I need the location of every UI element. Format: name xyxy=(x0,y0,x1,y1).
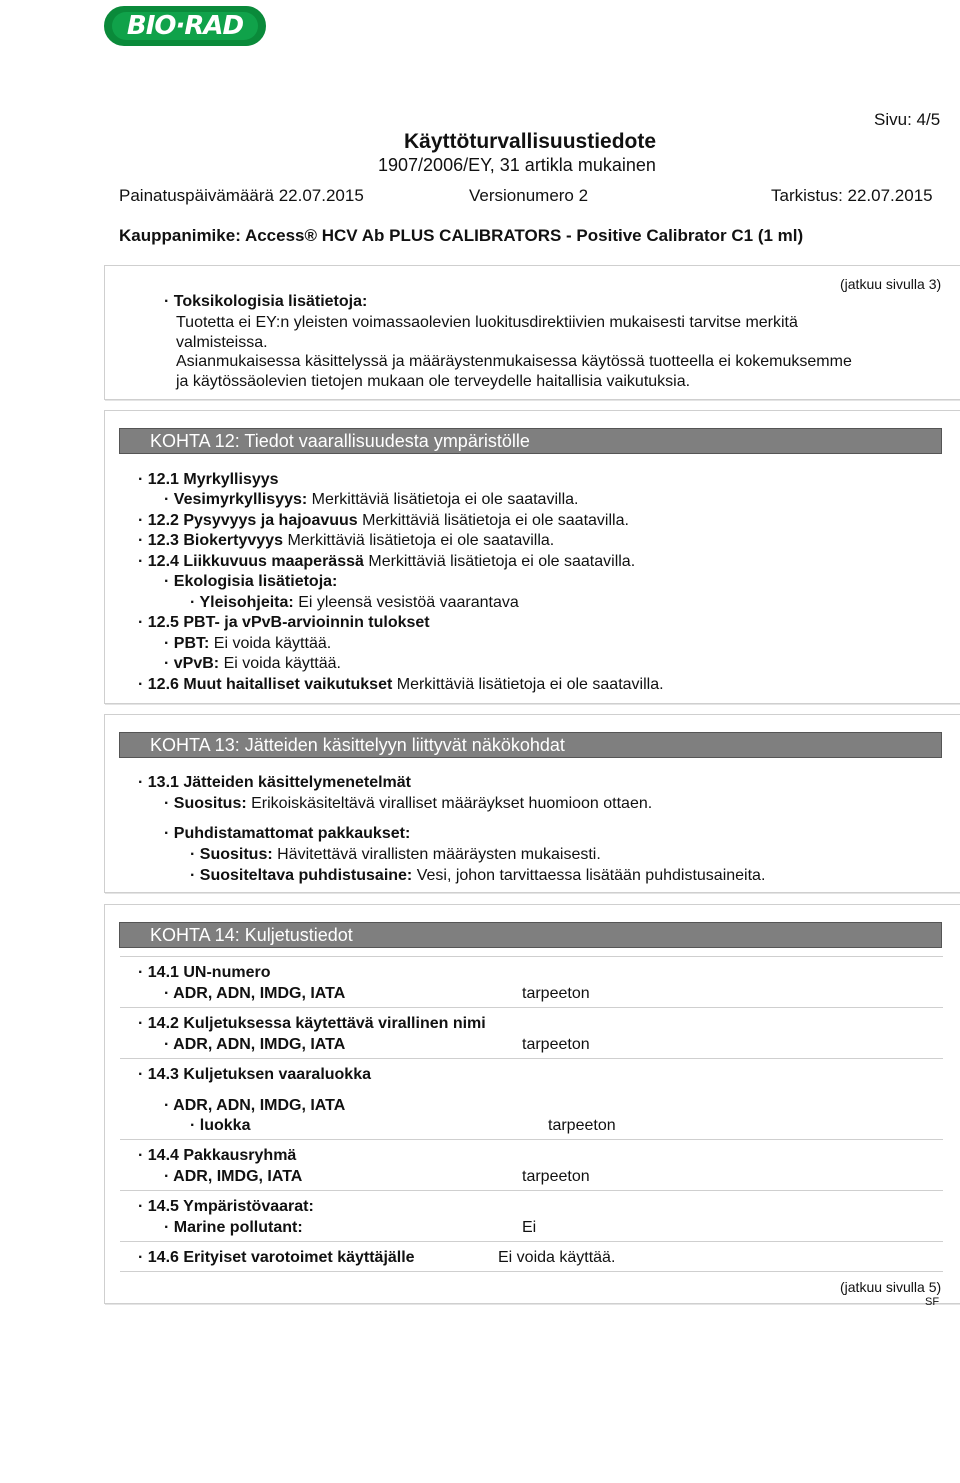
s13-uncleaned-packaging: · Puhdistamattomat pakkaukset: xyxy=(164,825,411,842)
row-divider xyxy=(120,1007,943,1008)
s12-vpvb: · vPvB: Ei voida käyttää. xyxy=(164,655,341,672)
s12-other-effects: · 12.6 Muut haitalliset vaikutukset Merkittäviä lisätietoja ei ole saatavilla. xyxy=(138,676,664,693)
page-number: Sivu: 4/5 xyxy=(874,110,941,129)
row-divider xyxy=(120,1190,943,1191)
document-subtitle: 1907/2006/EY, 31 artikla mukainen xyxy=(378,155,656,175)
section-13-header xyxy=(119,732,942,758)
s14-class-label: · luokka xyxy=(190,1117,251,1134)
tox-line-2: valmisteissa. xyxy=(176,334,268,351)
logo-text: BIO·RAD xyxy=(112,12,258,40)
row-divider xyxy=(120,1271,943,1272)
s12-toxicity: · 12.1 Myrkyllisyys xyxy=(138,471,279,488)
s14-hazard-class: · 14.3 Kuljetuksen vaaraluokka xyxy=(138,1066,371,1083)
s14-special-precautions: · 14.6 Erityiset varotoimet käyttäjälle xyxy=(138,1249,415,1266)
s12-aquatic: · Vesimyrkyllisyys: Merkittäviä lisätietoja ei ole saatavilla. xyxy=(164,491,579,508)
language-code: SF xyxy=(925,1296,940,1308)
s13-cleaning-agent: · Suositeltava puhdistusaine: Vesi, johon tarvittaessa lisätään puhdistusaineita. xyxy=(190,867,766,884)
s13-methods: · 13.1 Jätteiden käsittelymenetelmät xyxy=(138,774,412,791)
print-date: Painatuspäivämäärä 22.07.2015 xyxy=(119,186,364,205)
row-divider xyxy=(120,956,943,957)
s14-un-number: · 14.1 UN-numero xyxy=(138,964,271,981)
s14-pack-modes: · ADR, IMDG, IATA xyxy=(164,1168,303,1185)
tox-label: · Toksikologisia lisätietoja: xyxy=(164,293,368,310)
s13-recommendation: · Suositus: Erikoiskäsiteltävä viralliset määräykset huomioon ottaen. xyxy=(164,795,653,812)
s12-pbt-results: · 12.5 PBT- ja vPvB-arvioinnin tulokset xyxy=(138,614,430,631)
tox-line-4: ja käytössäolevien tietojen mukaan ole terveydelle haitallisia vaikutuksia. xyxy=(176,373,691,390)
product-name: Kauppanimike: Access® HCV Ab PLUS CALIBRATORS - Positive Calibrator C1 (1 ml) xyxy=(119,226,804,245)
tox-line-3: Asianmukaisessa käsittelyssä ja määräystenmukaisessa käytössä tuotteella ei kokemuksemme xyxy=(176,353,852,370)
s12-mobility: · 12.4 Liikkuvuus maaperässä Merkittäviä lisätietoja ei ole saatavilla. xyxy=(138,553,636,570)
bio-rad-logo xyxy=(104,6,266,46)
s14-pack-value: tarpeeton xyxy=(522,1168,590,1185)
s14-special-value: Ei voida käyttää. xyxy=(498,1249,616,1266)
section-13-title: KOHTA 13: Jätteiden käsittelyyn liittyvät näkökohdat xyxy=(150,735,565,755)
s14-name-value: tarpeeton xyxy=(522,1036,590,1053)
s14-un-value: tarpeeton xyxy=(522,985,590,1002)
s14-shipping-name: · 14.2 Kuljetuksessa käytettävä virallinen nimi xyxy=(138,1015,486,1032)
section-14-header xyxy=(119,922,942,948)
s14-packing-group: · 14.4 Pakkausryhmä xyxy=(138,1147,297,1164)
row-divider xyxy=(120,1241,943,1242)
s12-pbt: · PBT: Ei voida käyttää. xyxy=(164,635,332,652)
s14-marine-pollutant: · Marine pollutant: xyxy=(164,1219,303,1236)
s13-packaging-recommendation: · Suositus: Hävitettävä virallisten määräysten mukaisesti. xyxy=(190,846,601,863)
s14-env-hazards: · 14.5 Ympäristövaarat: xyxy=(138,1198,314,1215)
version-number: Versionumero 2 xyxy=(469,186,589,205)
s14-name-modes: · ADR, ADN, IMDG, IATA xyxy=(164,1036,346,1053)
s12-eco-info: · Ekologisia lisätietoja: xyxy=(164,573,338,590)
s14-marine-value: Ei xyxy=(522,1219,537,1236)
s14-class-modes: · ADR, ADN, IMDG, IATA xyxy=(164,1097,346,1114)
section-12-header xyxy=(119,428,942,454)
s12-general-notes: · Yleisohjeita: Ei yleensä vesistöä vaarantava xyxy=(190,594,519,611)
continued-from: (jatkuu sivulla 3) xyxy=(840,276,942,292)
review-date: Tarkistus: 22.07.2015 xyxy=(771,186,933,205)
row-divider xyxy=(120,1058,943,1059)
row-divider xyxy=(120,1139,943,1140)
section-12-title: KOHTA 12: Tiedot vaarallisuudesta ympäristölle xyxy=(150,431,530,451)
section-14-title: KOHTA 14: Kuljetustiedot xyxy=(150,925,353,945)
s12-bioaccumulation: · 12.3 Biokertyvyys Merkittäviä lisätietoja ei ole saatavilla. xyxy=(138,532,555,549)
tox-line-1: Tuotetta ei EY:n yleisten voimassaolevien luokitusdirektiivien mukaisesti tarvitse merkitä xyxy=(176,314,798,331)
document-title: Käyttöturvallisuustiedote xyxy=(404,130,657,153)
continued-to: (jatkuu sivulla 5) xyxy=(840,1279,942,1295)
s14-un-modes: · ADR, ADN, IMDG, IATA xyxy=(164,985,346,1002)
s14-class-value: tarpeeton xyxy=(548,1117,616,1134)
s12-persistence: · 12.2 Pysyvyys ja hajoavuus Merkittäviä lisätietoja ei ole saatavilla. xyxy=(138,512,629,529)
